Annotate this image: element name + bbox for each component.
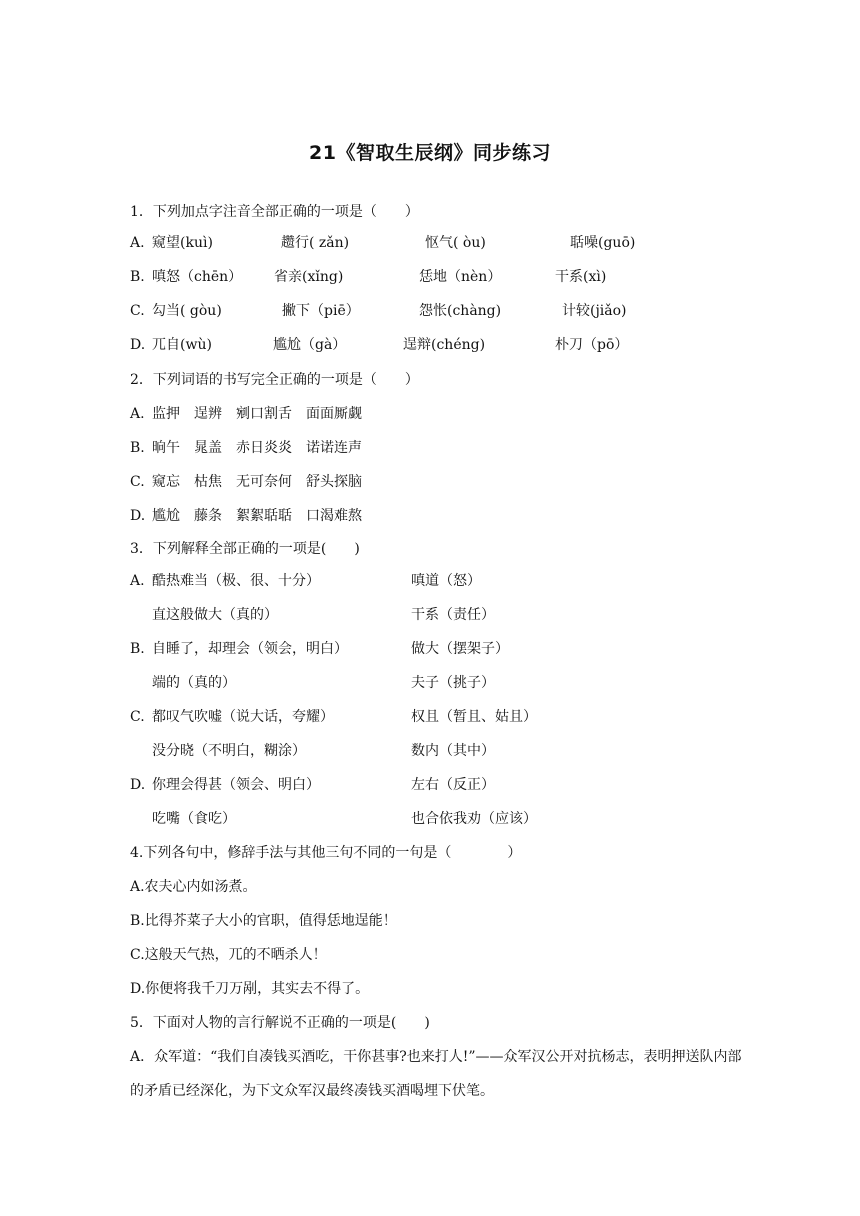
q3-a-right-2: 干系（责任） — [411, 607, 495, 623]
q3-d-left-1: 你理会得甚（领会、明白） — [152, 777, 320, 793]
q3-c-left-1: 都叹气吹嘘（说大话，夸耀） — [152, 709, 334, 725]
q2-option-c-text: 窥忘 枯焦 无可奈何 舒头探脑 — [152, 474, 362, 490]
q3-c-right-2: 数内（其中） — [411, 743, 495, 759]
q2-option-a-text: 监押 逞辨 剜口割舌 面面厮觑 — [152, 406, 362, 422]
q1-d-item-1: 兀自(wù) — [152, 337, 212, 353]
q3-d-right-2: 也合依我劝（应该） — [411, 811, 537, 827]
q3-d-left-2: 吃嘴（食吃） — [152, 811, 236, 827]
q3-option-b-label: B. — [130, 641, 145, 657]
q3-d-right-1: 左右（反正） — [411, 777, 495, 793]
q3-a-left-1: 酷热难当（极、很、十分） — [152, 573, 320, 589]
q1-d-item-4: 朴刀（pō） — [555, 337, 629, 353]
q1-option-d-label: D. — [130, 337, 146, 353]
q1-a-item-2: 趱行( zǎn) — [281, 235, 350, 251]
q2-option-d-label: D. — [130, 508, 146, 524]
q1-b-item-4: 干系(xì) — [555, 269, 607, 285]
q3-a-left-2: 直这般做大（真的） — [152, 607, 278, 623]
q1-c-item-2: 撇下（piē） — [282, 303, 360, 319]
q1-option-b-label: B. — [130, 269, 145, 285]
question-4-stem: 4.下列各句中，修辞手法与其他三句不同的一句是（ ） — [130, 845, 522, 861]
q1-a-item-4: 聒噪(guō) — [570, 235, 636, 251]
q2-option-b-text: 晌午 晁盖 赤日炎炎 诺诺连声 — [152, 440, 362, 456]
q3-c-right-1: 权且（暂且、姑且） — [411, 709, 537, 725]
q1-b-item-2: 省亲(xǐng) — [274, 269, 344, 285]
q1-b-item-1: 嗔怒（chēn） — [152, 269, 243, 285]
question-1-stem: 1．下列加点字注音全部正确的一项是（ ） — [130, 204, 419, 220]
q1-option-c-label: C. — [130, 303, 145, 319]
q1-d-item-2: 尴尬（gà） — [273, 337, 347, 353]
question-3-stem: 3．下列解释全部正确的一项是( ) — [130, 541, 360, 557]
question-5-stem: 5．下面对人物的言行解说不正确的一项是( ) — [130, 1015, 430, 1031]
q4-option-c: C.这般天气热，兀的不晒杀人！ — [130, 947, 327, 963]
q3-b-right-2: 夫子（挑子） — [411, 675, 495, 691]
q4-option-b: B.比得芥菜子大小的官职，值得恁地逞能！ — [130, 913, 397, 929]
q4-option-a: A.农夫心内如汤煮。 — [130, 879, 257, 895]
q3-option-c-label: C. — [130, 709, 145, 725]
q5-option-a: A．众军道：“我们自凑钱买酒吃，干你甚事?也来打人!”——众军汉公开对抗杨志，表明押送队内部的矛盾已经深化，为下文众军汉最终凑钱买酒喝埋下伏笔。 — [130, 1049, 742, 1099]
q1-c-item-3: 怨怅(chàng) — [419, 303, 502, 319]
q1-option-a-label: A. — [130, 235, 145, 251]
q3-b-left-2: 端的（真的） — [152, 675, 236, 691]
q1-d-item-3: 逞辩(chéng) — [403, 337, 486, 353]
q1-a-item-1: 窥望(kuì) — [152, 235, 213, 251]
q3-c-left-2: 没分晓（不明白，糊涂） — [152, 743, 306, 759]
page-title: 21《智取生辰纲》同步练习 — [309, 142, 551, 164]
q2-option-a-label: A. — [130, 406, 145, 422]
q3-a-right-1: 嗔道（怒） — [411, 573, 481, 589]
q3-option-a-label: A. — [130, 573, 145, 589]
q2-option-b-label: B. — [130, 440, 145, 456]
q2-option-d-text: 尴尬 藤条 絮絮聒聒 口渴难熬 — [152, 508, 362, 524]
q1-c-item-4: 计较(jiǎo) — [562, 303, 627, 319]
q4-option-d: D.你便将我千刀万剐，其实去不得了。 — [130, 981, 370, 997]
q3-b-left-1: 自睡了，却理会（领会，明白） — [152, 641, 348, 657]
question-2-stem: 2．下列词语的书写完全正确的一项是（ ） — [130, 372, 419, 388]
q3-option-d-label: D. — [130, 777, 146, 793]
q3-b-right-1: 做大（摆架子） — [411, 641, 509, 657]
q1-c-item-1: 勾当( gòu) — [152, 303, 222, 319]
q1-b-item-3: 恁地（nèn） — [419, 269, 502, 285]
q2-option-c-label: C. — [130, 474, 145, 490]
q1-a-item-3: 怄气( òu) — [425, 235, 486, 251]
